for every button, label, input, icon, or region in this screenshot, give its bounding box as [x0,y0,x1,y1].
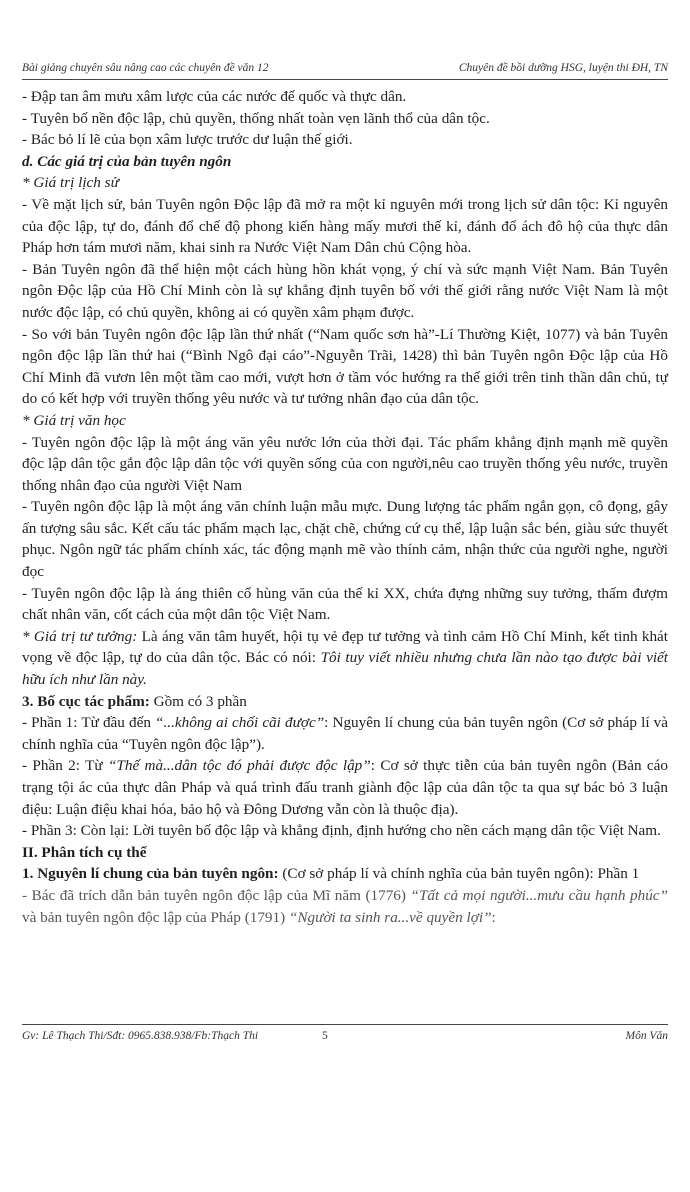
page-header [22,62,668,80]
paragraph: * Giá trị văn học [22,411,126,429]
paragraph [22,863,668,885]
text-run: (Cơ sở pháp lí và chính nghĩa của bản tuyên ngôn): Phần 1 [278,865,640,883]
text-run: “...không ai chối cãi được” [155,714,325,732]
text-run: 3. Bố cục tác phẩm: [22,692,150,710]
header-left-text: Bài giảng chuyên sâu nâng cao các chuyên đề văn 12 [22,62,269,74]
text-run: - Bác đã trích dẫn bản tuyên ngôn độc lập của Mĩ năm (1776) [22,886,411,904]
text-run: * Giá trị tư tưởng: [22,627,138,645]
footer-author-contact: Gv: Lê Thạch Thi/Sđt: 0965.838.938/Fb:Thạch Thi [22,1030,259,1042]
paragraph [22,755,668,820]
paragraph: - Tuyên ngôn độc lập là áng thiên cổ hùng văn của thế kỉ XX, chứa đựng những suy tưởng, thấm đượm chất nhân văn, cốt cách của một dân tộc Việt Nam. [22,584,668,624]
text-run: : Nguyên lí chung của bản tuyên ngôn (Cơ sở pháp lí và chính nghĩa của “Tuyên ngôn độc lập”). [22,714,668,753]
footer-subject: Môn Văn [625,1030,668,1042]
page-footer [22,1024,668,1044]
paragraph [22,626,668,691]
paragraph [22,885,668,928]
text-run: “Thế mà...dân tộc đó phải được độc lập” [107,757,371,775]
paragraph: * Giá trị lịch sử [22,174,119,192]
paragraph: - Bác bỏ lí lẽ của bọn xâm lược trước dư luận thế giới. [22,131,353,149]
page-number: 5 [322,1030,328,1042]
paragraph: - So với bản Tuyên ngôn độc lập lần thứ nhất (“Nam quốc sơn hà”-Lí Thường Kiệt, 1077) và bản Tuyên ngôn độc lập lần thứ hai (“Bình Ngô đại cáo”-Nguyễn Trãi, 1428) thì bản Tuyên ngôn Độc lập của Hồ Chí Minh đã vươn lên một tầm cao mới, vượt hơn ở tầm vóc hướng ra thế giới trên tinh thần dân chủ, tự do có kết hợp với truyền thống yêu nước và tư tưởng nhân đạo của dân tộc. [22,325,668,408]
text-run: - Phần 2: Từ [22,757,108,775]
paragraph: - Phần 3: Còn lại: Lời tuyên bố độc lập và khẳng định, định hướng cho nền cách mạng dân tộc Việt Nam. [22,822,661,840]
paragraph [22,712,668,755]
paragraph: - Tuyên ngôn độc lập là một áng văn chính luận mẫu mực. Dung lượng tác phẩm ngắn gọn, cô đọng, gây ấn tượng sâu sắc. Kết cấu tác phẩm mạch lạc, chặt chẽ, chứng cứ cụ thể, lập luận sắc bén, giàu sức thuyết phục. Ngôn ngữ tác phẩm chính xác, tác động mạnh mẽ vào thính cảm, nhận thức của người nghe, người đọc [22,498,668,581]
text-run: “Người ta sinh ra...về quyền lợi” [288,908,492,926]
text-run: “Tất cả mọi người...mưu cầu hạnh phúc” [410,886,668,904]
paragraph: - Về mặt lịch sử, bản Tuyên ngôn Độc lập đã mở ra một kỉ nguyên mới trong lịch sử dân tộc: Kỉ nguyên của độc lập, tự do, đánh đổ chế độ phong kiến hàng mấy mươi thế kỉ, đánh đổ ách đô hộ của thực dân Pháp hơn tám mươi năm, khai sinh ra Nước Việt Nam Dân chủ Cộng hòa. [22,195,668,257]
paragraph: d. Các giá trị của bản tuyên ngôn [22,152,232,170]
text-run: - Phần 1: Từ đầu đến [22,714,156,732]
page-body [22,86,668,928]
text-run: và bản tuyên ngôn độc lập của Pháp (1791) [22,908,289,926]
text-run: : [491,908,496,926]
text-run: Tôi tuy viết nhiều nhưng chưa lần nào tạo được bài viết hữu ích như lần này. [22,649,668,689]
text-run: Gồm có 3 phần [149,692,247,710]
paragraph: - Bản Tuyên ngôn đã thể hiện một cách hùng hồn khát vọng, ý chí và sức mạnh Việt Nam. Bản Tuyên ngôn Độc lập của Hồ Chí Minh còn là sự khẳng định tuyên bố với thế giới rằng nước Việt Nam là một nước độc lập, có chủ quyền, không ai có quyền xâm phạm được. [22,260,668,321]
paragraph: II. Phân tích cụ thể [22,843,147,861]
text-run: : Cơ sở thực tiễn của bản tuyên ngôn (Bản cáo trạng tội ác của thực dân Pháp và quá trình đấu tranh giành độc lập của dân tộc ta qua sự bác bỏ 3 luận điệu: Luận điệu khai hóa, bảo hộ và Đông Dương vẫn còn là thuộc địa). [22,757,668,818]
text-run: Là áng văn tâm huyết, hội tụ vẻ đẹp tư tưởng và tình cảm Hồ Chí Minh, kết tinh khát vọng về độc lập, tự do của dân tộc. Bác có nói: [22,627,668,667]
text-run: 1. Nguyên lí chung của bản tuyên ngôn: [22,865,279,883]
header-right-text: Chuyên đề bồi dưỡng HSG, luyện thi ĐH, TN [458,62,668,74]
paragraph: - Đập tan âm mưu xâm lược của các nước đế quốc và thực dân. [22,88,407,105]
paragraph [22,691,668,713]
paragraph: - Tuyên bố nền độc lập, chủ quyền, thống nhất toàn vẹn lãnh thổ của dân tộc. [22,109,490,127]
paragraph: - Tuyên ngôn độc lập là một áng văn yêu nước lớn của thời đại. Tác phẩm khẳng định mạnh mẽ quyền độc lập dân tộc gắn độc lập dân tộc với quyền sống của con người,nêu cao truyền thống yêu nước, truyền thống nhân đạo của người Việt Nam [22,433,668,494]
